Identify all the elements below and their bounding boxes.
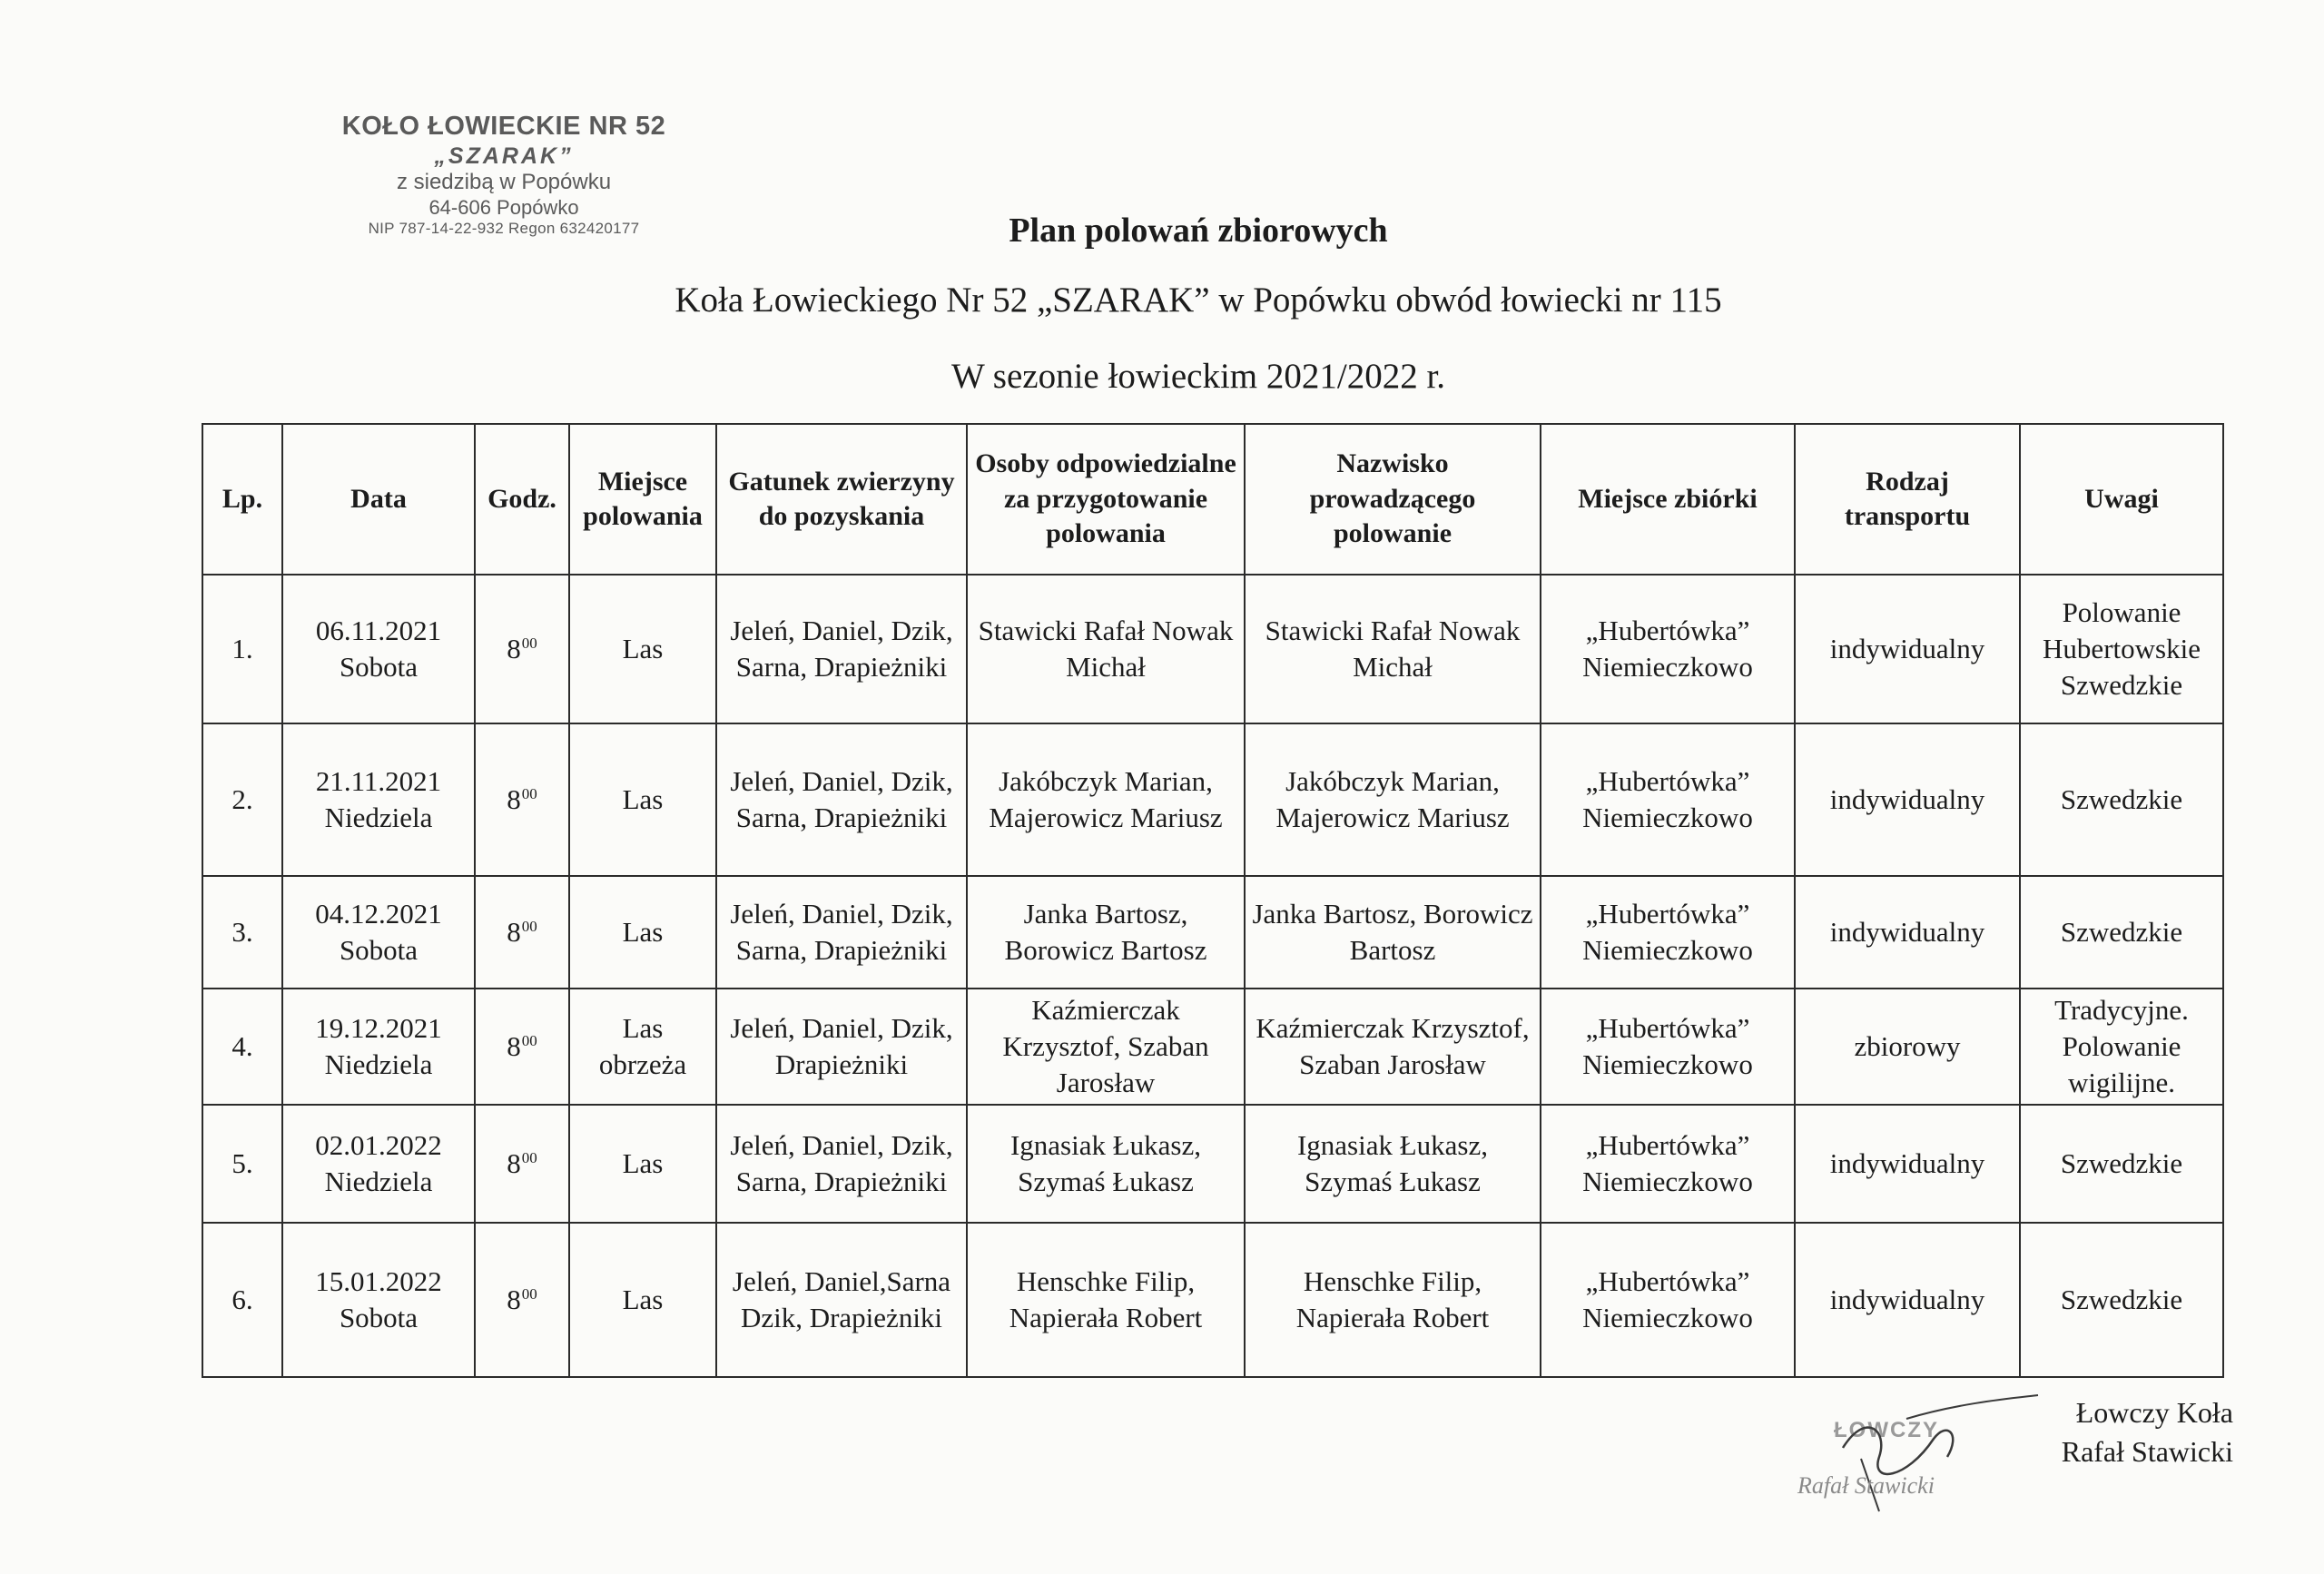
- hour-cell: [475, 989, 569, 1105]
- transport-cell: indywidualny: [1795, 1105, 2020, 1223]
- date-value: 19.12.2021: [315, 1011, 442, 1044]
- hunt-place-cell: Las: [569, 723, 716, 876]
- responsible-cell: Ignasiak Łukasz, Szymaś Łukasz: [967, 1105, 1245, 1223]
- column-header: Rodzaj transportu: [1795, 424, 2020, 575]
- date-value: 15.01.2022: [315, 1264, 442, 1297]
- species-cell: Jeleń, Daniel, Dzik, Sarna, Drapieżniki: [716, 1105, 967, 1223]
- transport-cell: indywidualny: [1795, 876, 2020, 989]
- date-cell: [282, 1223, 475, 1377]
- row-number: 3.: [202, 876, 282, 989]
- species-cell: Jeleń, Daniel, Dzik, Sarna, Drapieżniki: [716, 575, 967, 723]
- notes-cell: Polowanie Hubertowskie Szwedzkie: [2020, 575, 2223, 723]
- table-row: [202, 1223, 2223, 1377]
- hour-cell: [475, 1223, 569, 1377]
- minutes-value: 00: [521, 917, 537, 935]
- day-value: Sobota: [339, 651, 419, 683]
- signature-handwriting: Rafał Stawicki: [1797, 1472, 1935, 1499]
- column-header: Godz.: [475, 424, 569, 575]
- notes-cell: Szwedzkie: [2020, 723, 2223, 876]
- transport-cell: indywidualny: [1795, 575, 2020, 723]
- column-header: Miejsce polowania: [569, 424, 716, 575]
- meeting-location: Niemieczkowo: [1582, 651, 1753, 683]
- transport-cell: indywidualny: [1795, 1223, 2020, 1377]
- season-line: W sezonie łowieckim 2021/2022 r.: [950, 357, 1446, 396]
- table-row: [202, 876, 2223, 989]
- meeting-name: „Hubertówka”: [1585, 1264, 1750, 1297]
- hour-value: 8: [507, 1029, 521, 1062]
- meeting-place-cell: [1541, 876, 1795, 989]
- day-value: Niedziela: [324, 1166, 433, 1197]
- hunt-place-cell: Las obrzeża: [569, 989, 716, 1105]
- leader-cell: Kaźmierczak Krzysztof, Szaban Jarosław: [1245, 989, 1541, 1105]
- hour-value: 8: [507, 1146, 521, 1179]
- responsible-cell: Henschke Filip, Napierała Robert: [967, 1223, 1245, 1377]
- minutes-value: 00: [521, 1031, 537, 1049]
- column-header: Miejsce zbiórki: [1541, 424, 1795, 575]
- hour-value: 8: [507, 782, 521, 815]
- hour-value: 8: [507, 1283, 521, 1315]
- date-value: 02.01.2022: [315, 1128, 442, 1161]
- species-cell: Jeleń, Daniel, Dzik, Drapieżniki: [716, 989, 967, 1105]
- date-cell: [282, 989, 475, 1105]
- meeting-name: „Hubertówka”: [1585, 614, 1750, 646]
- species-cell: Jeleń, Daniel,Sarna Dzik, Drapieżniki: [716, 1223, 967, 1377]
- hour-cell: [475, 723, 569, 876]
- hunt-place-cell: Las: [569, 1223, 716, 1377]
- leader-cell: Janka Bartosz, Borowicz Bartosz: [1245, 876, 1541, 989]
- date-cell: [282, 723, 475, 876]
- column-header: Gatunek zwierzyny do pozyskania: [716, 424, 967, 575]
- date-value: 04.12.2021: [315, 897, 442, 930]
- hour-value: 8: [507, 915, 521, 948]
- notes-cell: Tradycyjne. Polowanie wigilijne.: [2020, 989, 2223, 1105]
- date-cell: [282, 876, 475, 989]
- column-header: Data: [282, 424, 475, 575]
- stamp-line-2: „SZARAK”: [434, 143, 574, 169]
- meeting-location: Niemieczkowo: [1582, 1166, 1753, 1197]
- table-row: [202, 723, 2223, 876]
- column-header: Nazwisko prowadzącego polowanie: [1245, 424, 1541, 575]
- leader-cell: Ignasiak Łukasz, Szymaś Łukasz: [1245, 1105, 1541, 1223]
- meeting-location: Niemieczkowo: [1582, 934, 1753, 966]
- notes-cell: Szwedzkie: [2020, 1223, 2223, 1377]
- hour-value: 8: [507, 632, 521, 664]
- stamp-line-3: z siedzibą w Popówku: [396, 169, 612, 194]
- column-header: Osoby odpowiedzialne za przygotowanie polowania: [967, 424, 1245, 575]
- hunt-place-cell: Las: [569, 575, 716, 723]
- column-header: Lp.: [202, 424, 282, 575]
- transport-cell: indywidualny: [1795, 723, 2020, 876]
- meeting-location: Niemieczkowo: [1582, 1048, 1753, 1080]
- signature-stamp-text: ŁOWCZY: [1834, 1418, 1939, 1442]
- minutes-value: 00: [521, 1148, 537, 1166]
- responsible-cell: Jakóbczyk Marian, Majerowicz Mariusz: [967, 723, 1245, 876]
- hunting-plan-table: [202, 423, 2224, 1378]
- date-value: 06.11.2021: [315, 614, 442, 646]
- hour-cell: [475, 1105, 569, 1223]
- date-cell: [282, 1105, 475, 1223]
- stamp-line-1: KOŁO ŁOWIECKIE NR 52: [341, 112, 666, 141]
- day-value: Niedziela: [324, 1048, 433, 1080]
- day-value: Sobota: [339, 1302, 419, 1333]
- responsible-cell: Janka Bartosz, Borowicz Bartosz: [967, 876, 1245, 989]
- meeting-place-cell: [1541, 1105, 1795, 1223]
- signatory-name: Rafał Stawicki: [2061, 1435, 2233, 1469]
- meeting-location: Niemieczkowo: [1582, 1302, 1753, 1333]
- stamp-line-5: NIP 787-14-22-932 Regon 632420177: [368, 219, 640, 237]
- transport-cell: zbiorowy: [1795, 989, 2020, 1105]
- meeting-place-cell: [1541, 723, 1795, 876]
- row-number: 2.: [202, 723, 282, 876]
- meeting-name: „Hubertówka”: [1585, 897, 1750, 930]
- notes-cell: Szwedzkie: [2020, 1105, 2223, 1223]
- species-cell: Jeleń, Daniel, Dzik, Sarna, Drapieżniki: [716, 723, 967, 876]
- minutes-value: 00: [521, 784, 537, 802]
- leader-cell: Stawicki Rafał Nowak Michał: [1245, 575, 1541, 723]
- table-row: [202, 1105, 2223, 1223]
- minutes-value: 00: [521, 1284, 537, 1303]
- row-number: 5.: [202, 1105, 282, 1223]
- minutes-value: 00: [521, 634, 537, 652]
- meeting-location: Niemieczkowo: [1582, 802, 1753, 833]
- date-cell: [282, 575, 475, 723]
- document-subtitle: Koła Łowieckiego Nr 52 „SZARAK” w Popówku obwód łowiecki nr 115: [675, 280, 1722, 320]
- signature-block: [1988, 1393, 2233, 1471]
- meeting-name: „Hubertówka”: [1585, 764, 1750, 797]
- hour-cell: [475, 876, 569, 989]
- hour-cell: [475, 575, 569, 723]
- meeting-place-cell: [1541, 575, 1795, 723]
- hunt-place-cell: Las: [569, 1105, 716, 1223]
- stamp-line-4: 64-606 Popówko: [428, 195, 579, 219]
- table-row: [202, 989, 2223, 1105]
- row-number: 6.: [202, 1223, 282, 1377]
- meeting-place-cell: [1541, 989, 1795, 1105]
- species-cell: Jeleń, Daniel, Dzik, Sarna, Drapieżniki: [716, 876, 967, 989]
- meeting-name: „Hubertówka”: [1585, 1011, 1750, 1044]
- day-value: Sobota: [339, 934, 419, 966]
- table-row: [202, 575, 2223, 723]
- table-header-row: [202, 424, 2223, 575]
- responsible-cell: Kaźmierczak Krzysztof, Szaban Jarosław: [967, 989, 1245, 1105]
- meeting-place-cell: [1541, 1223, 1795, 1377]
- column-header: Uwagi: [2020, 424, 2223, 575]
- responsible-cell: Stawicki Rafał Nowak Michał: [967, 575, 1245, 723]
- row-number: 4.: [202, 989, 282, 1105]
- meeting-name: „Hubertówka”: [1585, 1128, 1750, 1161]
- leader-cell: Henschke Filip, Napierała Robert: [1245, 1223, 1541, 1377]
- notes-cell: Szwedzkie: [2020, 876, 2223, 989]
- row-number: 1.: [202, 575, 282, 723]
- leader-cell: Jakóbczyk Marian, Majerowicz Mariusz: [1245, 723, 1541, 876]
- signatory-role: Łowczy Koła: [2075, 1396, 2233, 1429]
- day-value: Niedziela: [324, 802, 433, 833]
- document-title: Plan polowań zbiorowych: [1009, 212, 1388, 250]
- hunt-place-cell: Las: [569, 876, 716, 989]
- date-value: 21.11.2021: [315, 764, 442, 797]
